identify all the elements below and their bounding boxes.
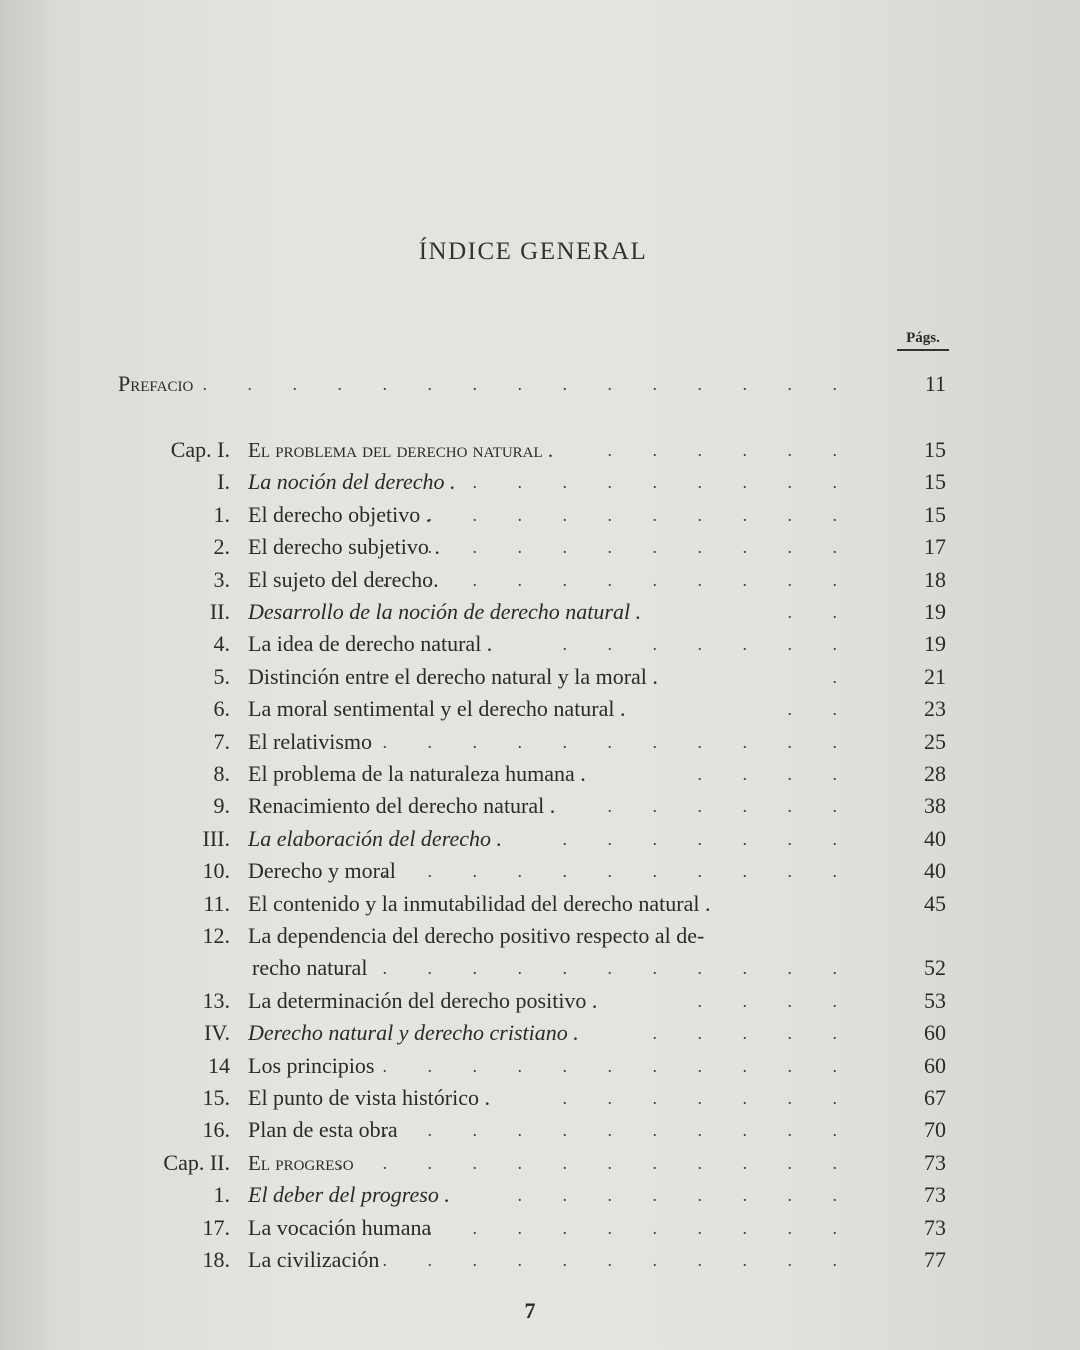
- toc-entry-text: El contenido y la inmutabilidad del derecho natural .: [248, 890, 711, 916]
- pages-column-header: Págs.: [897, 330, 949, 351]
- leader-dots: . .: [787, 602, 855, 622]
- toc-page-number: 19: [924, 599, 946, 624]
- toc-entry-number: Cap. I.: [170, 437, 230, 462]
- toc-page-number: 17: [924, 534, 946, 560]
- leader-dots: . . . . . . . . . .: [427, 504, 855, 525]
- toc-entry-text: La civilización: [248, 1247, 380, 1272]
- toc-row: [0, 1082, 1080, 1114]
- leader-dots: . . . . . . .: [562, 828, 855, 849]
- toc-page-number: 18: [924, 566, 946, 592]
- toc-entry-text: La elaboración del derecho .: [248, 825, 502, 851]
- toc-page-number: 73: [924, 1182, 946, 1208]
- toc-page-number: 60: [924, 1020, 946, 1046]
- leader-dots: . .: [787, 699, 855, 720]
- leader-dots: . . . . . . . . . . .: [382, 569, 855, 590]
- toc-entry-text: El punto de vista histórico .: [248, 1085, 490, 1110]
- toc-entry-text: Los principios: [248, 1052, 375, 1078]
- leader-dots: . . . . . . . . . .: [427, 537, 855, 558]
- toc-page-number: 52: [924, 955, 946, 981]
- toc-entry-number: 15.: [202, 1085, 230, 1110]
- toc-row: [0, 790, 1080, 822]
- leader-dots: . . . . . . . . . . . .: [337, 1055, 855, 1076]
- toc-entry-number: 1.: [213, 1182, 230, 1208]
- toc-row: [0, 564, 1080, 596]
- toc-row: [0, 888, 1080, 920]
- toc-entry-text: Prefacio: [118, 371, 194, 396]
- toc-page-number: 45: [924, 890, 946, 916]
- toc-entry-number: II.: [209, 599, 230, 624]
- toc-page-number: 67: [924, 1085, 946, 1110]
- toc-entry-number: 9.: [213, 793, 230, 819]
- page-title: ÍNDICE GENERAL: [418, 238, 648, 265]
- page-folio: 7: [524, 1298, 536, 1323]
- toc-entry-number: 16.: [202, 1117, 230, 1143]
- toc-row: [0, 726, 1080, 758]
- leader-dots: . . . . . . . . . . . . . . .: [202, 374, 855, 394]
- toc-row: [0, 952, 1080, 984]
- toc-entry-text: La determinación del derecho positivo .: [248, 987, 598, 1013]
- toc-row: [0, 531, 1080, 563]
- leader-dots: . . . . . . .: [562, 634, 855, 655]
- leader-dots: . . . . . . .: [562, 1088, 855, 1108]
- leader-dots: . . . . . .: [607, 440, 855, 460]
- leader-dots: . . . . . . . . . . . .: [337, 958, 855, 979]
- toc-row: [0, 1244, 1080, 1276]
- toc-page-number: 40: [924, 825, 946, 851]
- toc-row: [0, 920, 1080, 952]
- toc-entry-text: El deber del progreso .: [248, 1182, 450, 1208]
- toc-entry-number: 12.: [202, 923, 230, 948]
- toc-page-number: 40: [924, 858, 946, 884]
- toc-entry-text: Derecho y moral: [248, 858, 396, 884]
- leader-dots: .: [832, 666, 855, 687]
- toc-entry-number: 10.: [202, 858, 230, 884]
- toc-entry-text: El derecho objetivo .: [248, 501, 432, 527]
- toc-row: [0, 823, 1080, 855]
- toc-page-number: 15: [924, 469, 946, 495]
- toc-row: [0, 1050, 1080, 1082]
- toc-row: [0, 628, 1080, 660]
- toc-row: [0, 434, 1080, 466]
- leader-dots: . . . .: [697, 990, 855, 1011]
- toc-row: [0, 758, 1080, 790]
- toc-page-number: 70: [924, 1117, 946, 1143]
- leader-dots: . . . . . . . . .: [472, 472, 855, 493]
- toc-entry-number: 8.: [213, 761, 230, 786]
- toc-entry-number: 13.: [202, 987, 230, 1013]
- toc-entry-number: 7.: [213, 728, 230, 754]
- leader-dots: . . . . . . . . . . . .: [337, 1152, 855, 1173]
- toc-entry-text: El progreso: [248, 1150, 354, 1175]
- toc-page-number: 73: [924, 1214, 946, 1240]
- toc-row: [0, 1147, 1080, 1179]
- toc-row: [0, 661, 1080, 693]
- toc-page-number: 19: [924, 631, 946, 657]
- toc-page-number: 73: [924, 1149, 946, 1175]
- leader-dots: . . . . . . . . . . .: [382, 1250, 855, 1270]
- toc-entry-number: 1.: [213, 501, 230, 527]
- toc-entry-number: Cap. II.: [163, 1149, 230, 1175]
- leader-dots: . . . . . . . . . . .: [382, 861, 855, 882]
- toc-entry-text: recho natural: [252, 955, 368, 981]
- toc-entry-number: III.: [202, 825, 230, 851]
- toc-entry-text: La dependencia del derecho positivo respecto al de-: [248, 923, 705, 948]
- toc-entry-number: 11.: [203, 890, 230, 916]
- toc-row: [0, 1114, 1080, 1146]
- toc-entry-number: 3.: [213, 566, 230, 592]
- toc-page-number: 21: [924, 663, 946, 689]
- leader-dots: . . . . . . . . . . .: [382, 1120, 855, 1141]
- toc-entry-number: 6.: [213, 696, 230, 722]
- toc-page-number: 53: [924, 987, 946, 1013]
- toc-entry-text: El sujeto del derecho.: [248, 566, 439, 592]
- toc-page-number: 77: [924, 1247, 946, 1272]
- toc-row: [0, 1212, 1080, 1244]
- leader-dots: . . . . . . . . . . .: [382, 731, 855, 752]
- toc-row: [0, 466, 1080, 498]
- toc-row: [0, 855, 1080, 887]
- toc-page-number: 28: [924, 761, 946, 786]
- toc-page-number: 25: [924, 728, 946, 754]
- leader-dots: . . . .: [697, 764, 855, 784]
- toc-entry-text: Desarrollo de la noción de derecho natural .: [248, 599, 642, 624]
- toc-page-number: 23: [924, 696, 946, 722]
- toc-row: [0, 1017, 1080, 1049]
- leader-dots: . . . . . .: [607, 796, 855, 817]
- toc-row-prefacio: [0, 368, 1080, 400]
- toc-entry-number: 14: [208, 1052, 230, 1078]
- toc-entry-number: 4.: [213, 631, 230, 657]
- leader-dots: . . . . . . . . . .: [427, 1217, 855, 1238]
- toc-entry-number: IV.: [204, 1020, 230, 1046]
- toc-entry-text: Derecho natural y derecho cristiano .: [248, 1020, 579, 1046]
- toc-entry-number: 18.: [202, 1247, 230, 1272]
- toc-row: [0, 499, 1080, 531]
- toc-entry-text: El derecho subjetivo .: [248, 534, 440, 560]
- toc-row: [0, 693, 1080, 725]
- leader-dots: . . . . .: [652, 1023, 855, 1044]
- toc-entry-text: La noción del derecho .: [248, 469, 456, 495]
- toc-row: [0, 985, 1080, 1017]
- leader-dots: . . . . . . . .: [517, 1185, 855, 1206]
- toc-page-number: 11: [924, 371, 946, 396]
- toc-page-number: 38: [924, 793, 946, 819]
- toc-entry-number: 5.: [213, 663, 230, 689]
- toc-entry-number: 17.: [202, 1214, 230, 1240]
- toc-page-number: 15: [924, 501, 946, 527]
- toc-entry-text: La idea de derecho natural .: [248, 631, 493, 657]
- toc-entry-number: 2.: [213, 534, 230, 560]
- toc-page-number: 60: [924, 1052, 946, 1078]
- toc-entry-text: El problema del derecho natural .: [248, 438, 554, 462]
- toc-entry-text: Plan de esta obra: [248, 1117, 398, 1143]
- toc-entry-text: La moral sentimental y el derecho natural .: [248, 696, 626, 722]
- toc-row: [0, 1179, 1080, 1211]
- toc-entry-text: Renacimiento del derecho natural .: [248, 793, 556, 819]
- toc-entry-text: La vocación humana: [248, 1214, 432, 1240]
- toc-entry-text: Distinción entre el derecho natural y la moral .: [248, 663, 658, 689]
- toc-row: [0, 596, 1080, 628]
- toc-entry-number: I.: [217, 469, 230, 495]
- toc-entry-text: El relativismo: [248, 728, 373, 754]
- toc-page-number: 15: [924, 437, 946, 462]
- toc-entry-text: El problema de la naturaleza humana .: [248, 761, 586, 786]
